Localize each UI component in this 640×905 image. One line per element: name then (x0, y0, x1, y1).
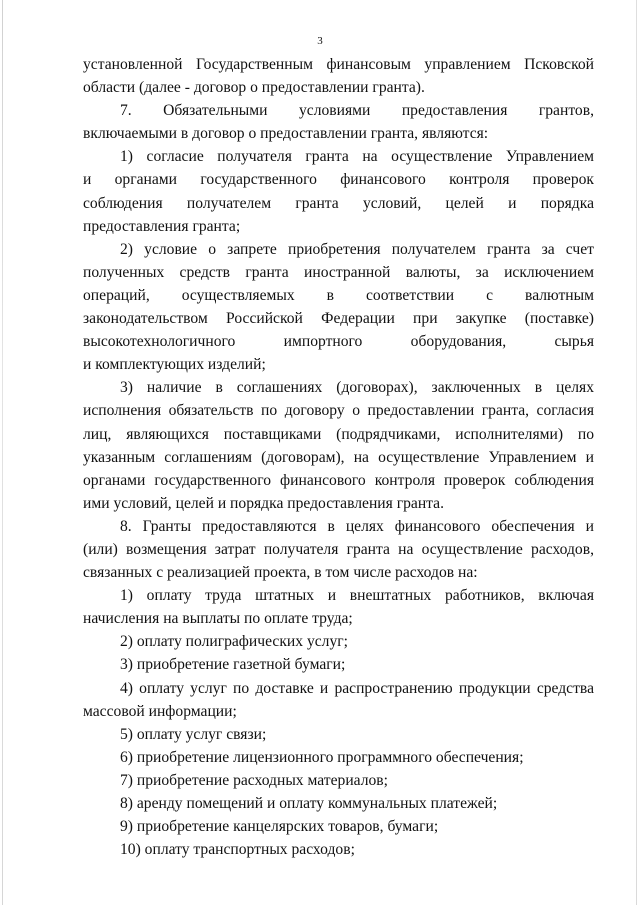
text-line: 8) аренду помещений и оплату коммунальных платежей; (120, 795, 498, 812)
text-line: указанным соглашениям (договорам), на осуществление Управлением и (83, 448, 594, 466)
text-line: установленной Государственным финансовым управлением Псковской (83, 56, 594, 73)
text-line: (или) возмещения затрат получателя гранта на осуществление расходов, (83, 540, 594, 558)
text-line: 2) оплату полиграфических услуг; (120, 633, 348, 651)
text-line: предоставления гранта; (83, 217, 241, 235)
text-line: 7. Обязательными условиями предоставления грантов, (120, 102, 594, 120)
text-line: законодательством Российской Федерации при закупке (поставке) (83, 310, 594, 328)
text-line: области (далее - договор о предоставлении гранта). (83, 79, 425, 97)
text-line: исполнения обязательств по договору о предоставлении гранта, согласия (83, 402, 594, 420)
text-line: массовой информации; (83, 702, 237, 720)
text-line: органами государственного финансового контроля проверок соблюдения (83, 471, 594, 489)
text-line: 8. Гранты предоставляются в целях финансового обеспечения и (120, 517, 594, 535)
text-line: 1) согласие получателя гранта на осуществление Управлением (120, 148, 594, 166)
page-number: 3 (317, 35, 323, 47)
text-line: операций, осуществляемых в соответствии с валютным (83, 286, 594, 304)
text-line: начисления на выплаты по оплате труда; (83, 610, 353, 628)
text-line: 2) условие о запрете приобретения получателем гранта за счет (120, 240, 594, 258)
text-line: 9) приобретение канцелярских товаров, бумаги; (120, 818, 439, 836)
text-line: полученных средств гранта иностранной валюты, за исключением (83, 263, 594, 281)
text-line: 10) оплату транспортных расходов; (120, 841, 355, 859)
text-line: ими условий, целей и порядка предоставления гранта. (83, 494, 444, 512)
text-line: 4) оплату услуг по доставке и распространению продукции средства (120, 679, 594, 697)
scan-edge-right (636, 0, 637, 905)
text-line: 6) приобретение лицензионного программного обеспечения; (120, 748, 524, 766)
text-line: и комплектующих изделий; (83, 356, 266, 374)
text-line: 3) приобретение газетной бумаги; (120, 656, 346, 674)
scan-edge-left (2, 0, 3, 905)
text-line: соблюдения получателем гранта условий, целей и порядка (83, 194, 594, 212)
document-body (83, 53, 594, 861)
text-line: включаемыми в договор о предоставлении гранта, являются: (83, 125, 489, 143)
text-line: лиц, являющихся поставщиками (подрядчиками, исполнителями) по (83, 425, 594, 443)
text-line: высокотехнологичного импортного оборудования, сырья (83, 333, 594, 351)
text-line: 1) оплату труда штатных и внештатных работников, включая (120, 587, 594, 605)
text-line: 5) оплату услуг связи; (120, 725, 267, 743)
text-line: и органами государственного финансового контроля проверок (83, 171, 594, 189)
text-line: 3) наличие в соглашениях (договорах), заключенных в целях (120, 379, 594, 397)
text-line: связанных с реализацией проекта, в том числе расходов на: (83, 564, 478, 582)
text-line: 7) приобретение расходных материалов; (120, 771, 388, 789)
